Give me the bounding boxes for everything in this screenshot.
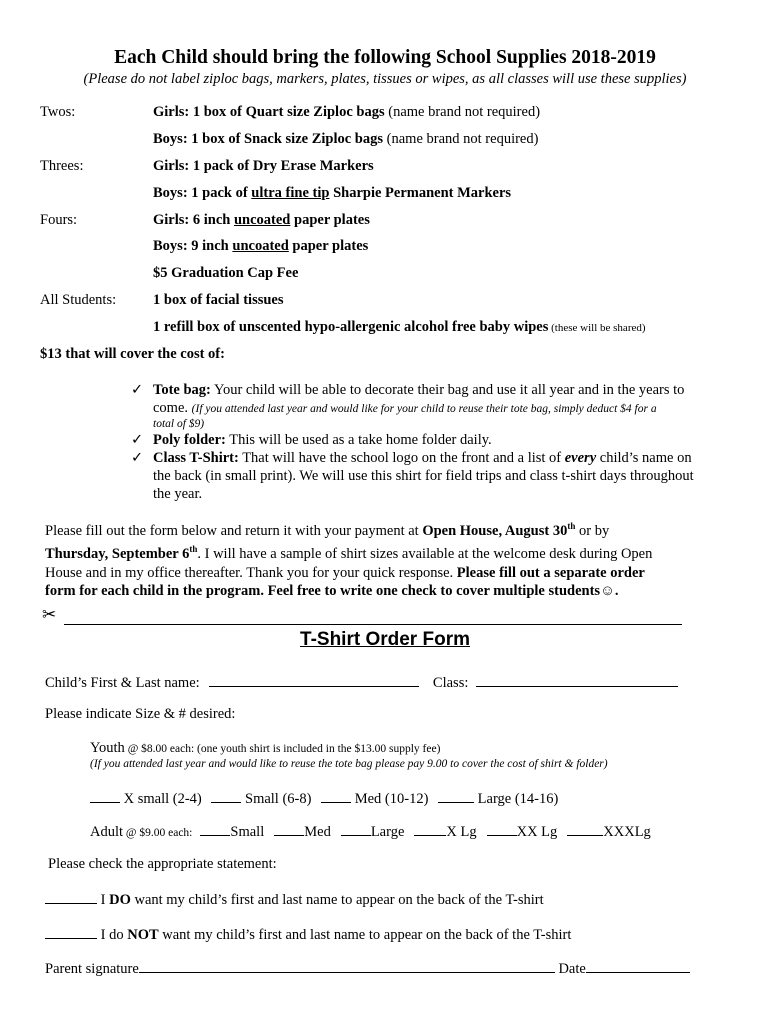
fours-fee-item: $5 Graduation Cap Fee	[153, 265, 299, 281]
twos-girls-text: Girls: 1 box of Quart size Ziploc bags	[153, 104, 385, 120]
all-students-label: All Students:	[40, 292, 117, 308]
tote-note: (If you attended last year and would like for your child to reuse their tote bag, simply deduct $4 for a	[191, 403, 657, 415]
instructions-paragraph	[45, 517, 745, 601]
youth-note: (one youth shirt is included in the $13.00 supply fee)	[197, 743, 441, 755]
date-label: Date	[558, 961, 586, 977]
folder-text: This will be used as a take home folder daily.	[225, 432, 492, 448]
threes-boys-underlined: ultra fine tip	[251, 185, 330, 201]
open-house-date: Open House, August 30	[422, 522, 568, 539]
thursday-date: Thursday, September 6	[45, 546, 190, 563]
adult-size-large: Large	[370, 824, 405, 840]
youth-xsmall-field[interactable]	[90, 789, 120, 803]
name-yes-pre: I	[97, 892, 110, 908]
fours-girls-item	[153, 212, 370, 229]
adult-size-xlg: X Lg	[446, 824, 477, 840]
youth-label: Youth	[90, 740, 125, 756]
youth-size-med: Med (10-12)	[354, 791, 429, 807]
name-no-row	[45, 925, 571, 944]
name-yes-post: want my child’s first and last name to appear on the back of the T-shirt	[130, 892, 544, 908]
tote-line-2	[153, 400, 657, 417]
all-students-item-2	[153, 319, 646, 336]
twos-boys-note: (name brand not required)	[383, 131, 539, 147]
threes-boys-pre: Boys: 1 pack of	[153, 185, 252, 201]
tote-label: Tote bag:	[153, 382, 211, 398]
threes-girls-item: Girls: 1 pack of Dry Erase Markers	[153, 158, 374, 174]
fours-boys-underlined: uncoated	[232, 238, 289, 254]
fours-boys-pre: Boys: 9 inch	[153, 238, 233, 254]
smiley-icon: ☺.	[600, 583, 619, 600]
folder-item	[131, 432, 492, 449]
instructions-text-2: . I will have a sample of shirt sizes available at the welcome desk during Open	[197, 546, 653, 563]
page-subtitle: (Please do not label ziploc bags, markers, plates, tissues or wipes, as all classes will use these supplies)	[83, 71, 687, 87]
name-no-pre: I do	[97, 927, 128, 943]
fours-girls-post: paper plates	[290, 212, 370, 228]
instructions-text-1: Please fill out the form below and return it with your payment at	[45, 522, 423, 539]
checkmark-icon: ✓	[131, 432, 144, 448]
thursday-sup: th	[189, 544, 198, 555]
instructions-bold-1: Please fill out a separate order	[456, 564, 645, 581]
adult-large-field[interactable]	[341, 822, 371, 836]
shirt-every: every	[564, 450, 597, 466]
checkmark-icon: ✓	[131, 450, 144, 466]
tote-note-2: total of $9)	[153, 418, 205, 430]
shirt-line-2: the back (in small print). We will use this shirt for field trips and class t-shirt days throughout	[153, 468, 694, 484]
adult-xlg-field[interactable]	[414, 822, 446, 836]
shirt-label: Class T-Shirt:	[153, 450, 239, 466]
all-students-item-1: 1 box of facial tissues	[153, 292, 284, 308]
tote-text: Your child will be able to decorate their bag and use it all year and in the years to	[210, 382, 685, 398]
instructions-line-3	[45, 564, 745, 583]
adult-size-med: Med	[304, 824, 331, 840]
signature-field[interactable]	[139, 959, 555, 973]
threes-label: Threes:	[40, 158, 84, 174]
fours-girls-pre: Girls: 6 inch	[153, 212, 234, 228]
checkmark-icon: ✓	[131, 382, 144, 398]
adult-size-xxlg: XX Lg	[516, 824, 558, 840]
or-by-text: or by	[575, 522, 610, 539]
scissors-icon: ✂	[42, 605, 57, 625]
name-yes-bold: DO	[109, 892, 131, 908]
threes-boys-post: Sharpie Permanent Markers	[329, 185, 512, 201]
adult-label: Adult	[90, 824, 124, 840]
youth-size-large: Large (14-16)	[477, 791, 559, 807]
cost-heading: $13 that will cover the cost of:	[40, 346, 225, 362]
fours-boys-item	[153, 238, 368, 255]
shirt-item	[131, 450, 692, 467]
signature-label: Parent signature	[45, 961, 139, 977]
name-yes-checkfield[interactable]	[45, 890, 97, 904]
instructions-text-3: House and in my office thereafter. Thank you for your quick response.	[45, 564, 457, 581]
page-title: Each Child should bring the following School Supplies 2018-2019	[114, 47, 656, 68]
signature-row	[45, 959, 690, 978]
adult-size-xxxlg: XXXLg	[603, 824, 651, 840]
youth-row	[90, 739, 440, 757]
youth-sizes-row	[90, 789, 558, 808]
threes-boys-item	[153, 185, 511, 202]
adult-size-small: Small	[230, 824, 265, 840]
adult-xxxlg-field[interactable]	[567, 822, 603, 836]
child-name-row	[45, 673, 678, 692]
adult-med-field[interactable]	[274, 822, 304, 836]
tote-item	[131, 382, 684, 399]
check-prompt: Please check the appropriate statement:	[48, 856, 277, 872]
size-prompt: Please indicate Size & # desired:	[45, 706, 236, 722]
instructions-line-4	[45, 582, 745, 601]
fours-label: Fours:	[40, 212, 78, 228]
instructions-line-1	[45, 517, 745, 540]
youth-large-field[interactable]	[438, 789, 474, 803]
youth-price: @ $8.00 each:	[124, 743, 198, 755]
adult-row	[90, 822, 651, 841]
tote-text-2: come.	[153, 400, 192, 416]
child-name-field[interactable]	[209, 673, 419, 687]
open-house-sup: th	[567, 521, 576, 531]
youth-med-field[interactable]	[321, 789, 351, 803]
youth-size-small: Small (6-8)	[245, 791, 312, 807]
name-no-post: want my child’s first and last name to appear on the back of the T-shirt	[158, 927, 572, 943]
youth-size-xsmall: X small (2-4)	[123, 791, 202, 807]
twos-girls-item	[153, 104, 540, 121]
child-name-label: Child’s First & Last name:	[45, 675, 200, 691]
twos-label: Twos:	[40, 104, 76, 120]
shirt-text-2: child’s name on	[596, 450, 692, 466]
date-field[interactable]	[586, 959, 690, 973]
instructions-bold-2: form for each child in the program. Feel free to write one check to cover multiple students	[45, 583, 601, 600]
adult-xxlg-field[interactable]	[487, 822, 517, 836]
all-students-item-2-text: 1 refill box of unscented hypo-allergenic alcohol free baby wipes	[153, 319, 549, 335]
twos-girls-note: (name brand not required)	[384, 104, 541, 120]
name-no-checkfield[interactable]	[45, 925, 97, 939]
shirt-text-1: That will have the school logo on the front and a list of	[238, 450, 565, 466]
all-students-item-2-note: (these will be shared)	[548, 322, 646, 334]
name-no-bold: NOT	[127, 927, 159, 943]
class-field[interactable]	[476, 673, 678, 687]
shirt-line-3: the year.	[153, 486, 203, 502]
form-title: T-Shirt Order Form	[300, 629, 470, 650]
class-label: Class:	[432, 675, 469, 691]
adult-price: @ $9.00 each:	[123, 827, 193, 839]
fours-girls-underlined: uncoated	[233, 212, 291, 228]
twos-boys-text: Boys: 1 box of Snack size Ziploc bags	[153, 131, 384, 147]
adult-small-field[interactable]	[200, 822, 230, 836]
twos-boys-item	[153, 131, 538, 148]
name-yes-row	[45, 890, 544, 909]
folder-label: Poly folder:	[153, 432, 226, 448]
fours-boys-post: paper plates	[288, 238, 369, 254]
youth-italic-note: (If you attended last year and would like to reuse the tote bag please pay 9.00 to cover the cost of shirt & folder)	[90, 758, 608, 770]
youth-small-field[interactable]	[211, 789, 241, 803]
instructions-line-2	[45, 540, 745, 563]
cut-line-divider	[64, 624, 682, 625]
